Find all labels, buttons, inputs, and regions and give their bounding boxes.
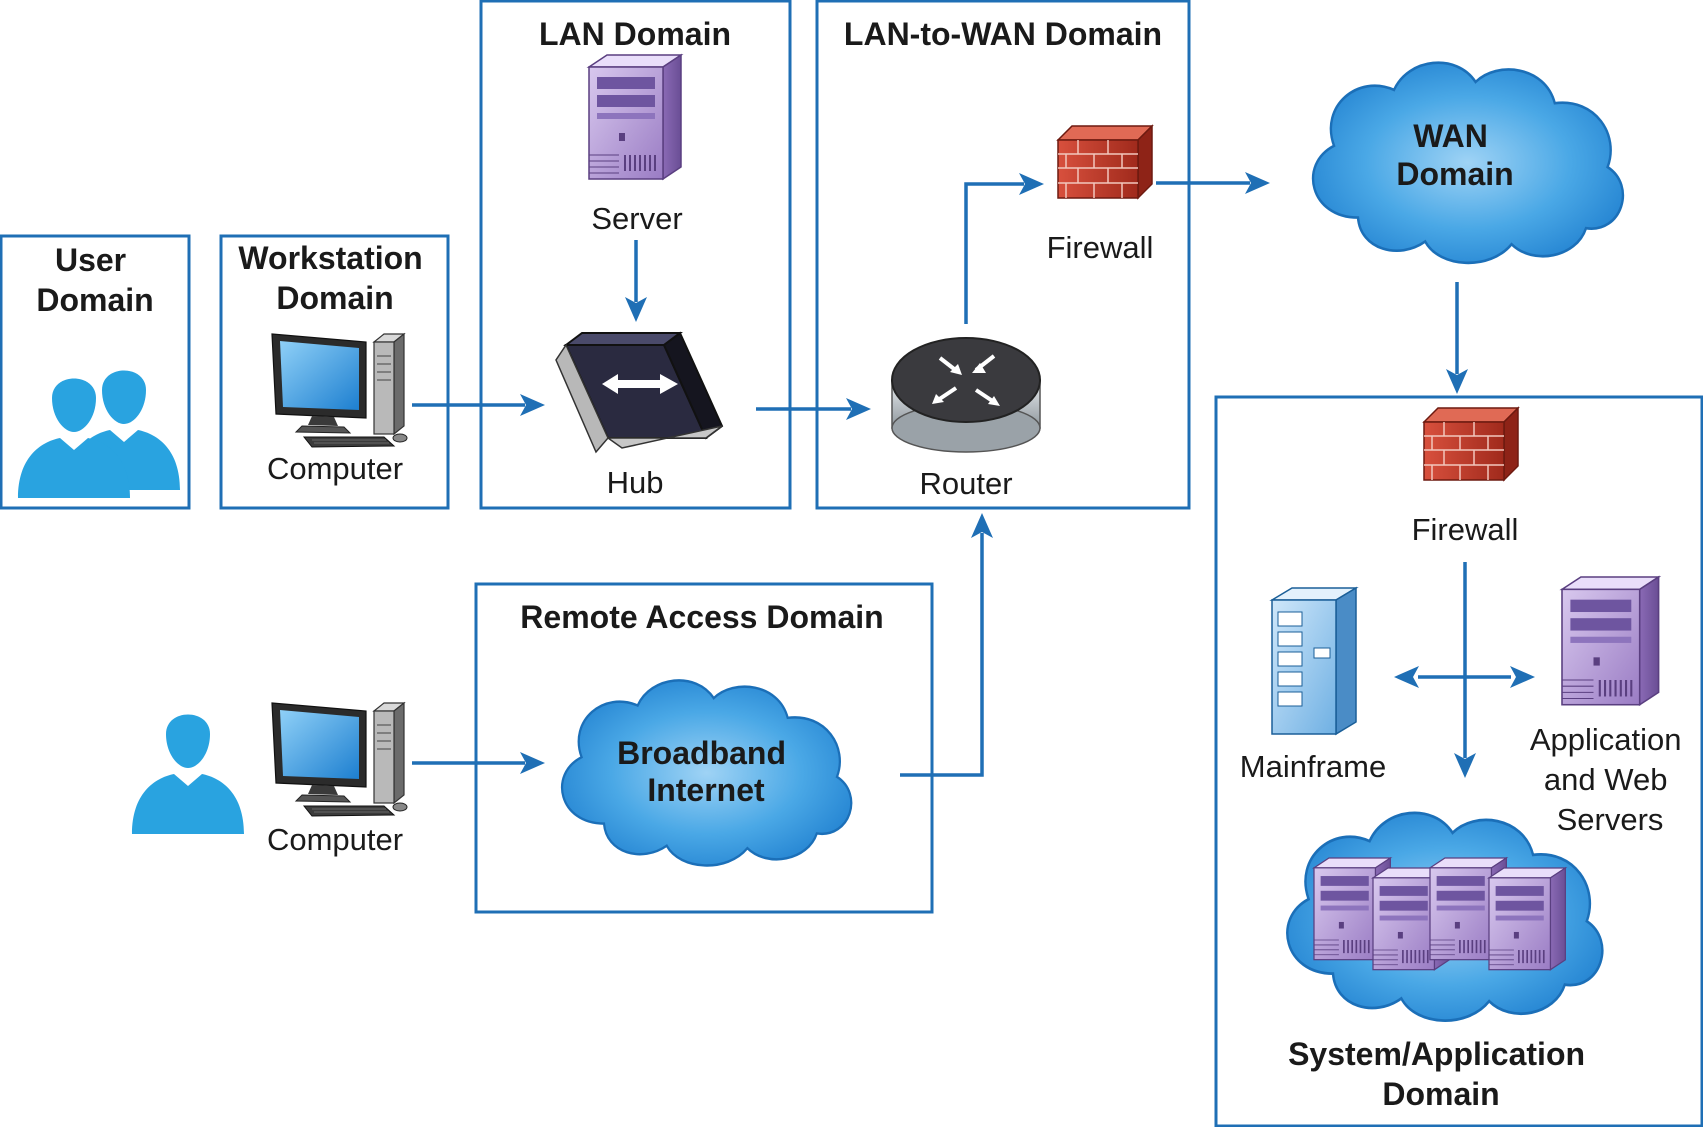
connector-wan-to-system bbox=[1446, 282, 1468, 394]
hub-icon bbox=[556, 333, 722, 452]
mainframe-label: Mainframe bbox=[1239, 749, 1387, 784]
server-icon bbox=[589, 55, 681, 179]
remote-user-icon bbox=[132, 715, 244, 835]
server-farm-icon bbox=[1314, 858, 1565, 970]
workstation-domain-title: Workstation Domain bbox=[238, 240, 423, 316]
lan-domain-title: LAN Domain bbox=[539, 16, 731, 52]
firewall-lan-to-wan-icon bbox=[1058, 126, 1152, 198]
remote-access-domain-title: Remote Access Domain bbox=[520, 599, 884, 635]
connector-router-to-firewall bbox=[966, 173, 1044, 324]
broadband-internet-label: Broadband Internet bbox=[617, 735, 786, 808]
firewall-system-icon bbox=[1424, 408, 1518, 480]
connector-computer-to-hub bbox=[412, 394, 545, 416]
lan-to-wan-domain-title: LAN-to-WAN Domain bbox=[843, 16, 1163, 52]
connector-remote-computer-to-internet bbox=[412, 752, 545, 774]
app-web-servers-label: Application and Web Servers bbox=[1529, 722, 1682, 837]
remote-computer-label: Computer bbox=[266, 822, 404, 857]
system-application-domain-title: System/Application Domain bbox=[1288, 1036, 1586, 1112]
server-label: Server bbox=[591, 201, 683, 236]
hub-label: Hub bbox=[606, 465, 664, 500]
firewall-system-label: Firewall bbox=[1411, 512, 1519, 547]
connector-firewall-to-wan bbox=[1156, 172, 1270, 194]
remote-computer-icon bbox=[272, 703, 407, 816]
workstation-computer-icon bbox=[272, 334, 407, 447]
wan-domain-title: WAN Domain bbox=[1396, 118, 1514, 192]
connector-server-to-hub bbox=[625, 240, 647, 322]
connector-internet-to-router bbox=[900, 513, 993, 775]
firewall-lan-to-wan-label: Firewall bbox=[1046, 230, 1154, 265]
router-label: Router bbox=[919, 466, 1013, 501]
router-icon bbox=[892, 338, 1040, 452]
app-web-server-icon bbox=[1562, 577, 1659, 705]
connector-system-firewall-distribution bbox=[1394, 562, 1535, 778]
workstation-computer-label: Computer bbox=[266, 451, 404, 486]
mainframe-icon bbox=[1272, 588, 1356, 734]
connector-hub-to-router bbox=[756, 398, 871, 420]
user-domain-title: User Domain bbox=[36, 242, 154, 318]
users-icon bbox=[18, 371, 180, 499]
